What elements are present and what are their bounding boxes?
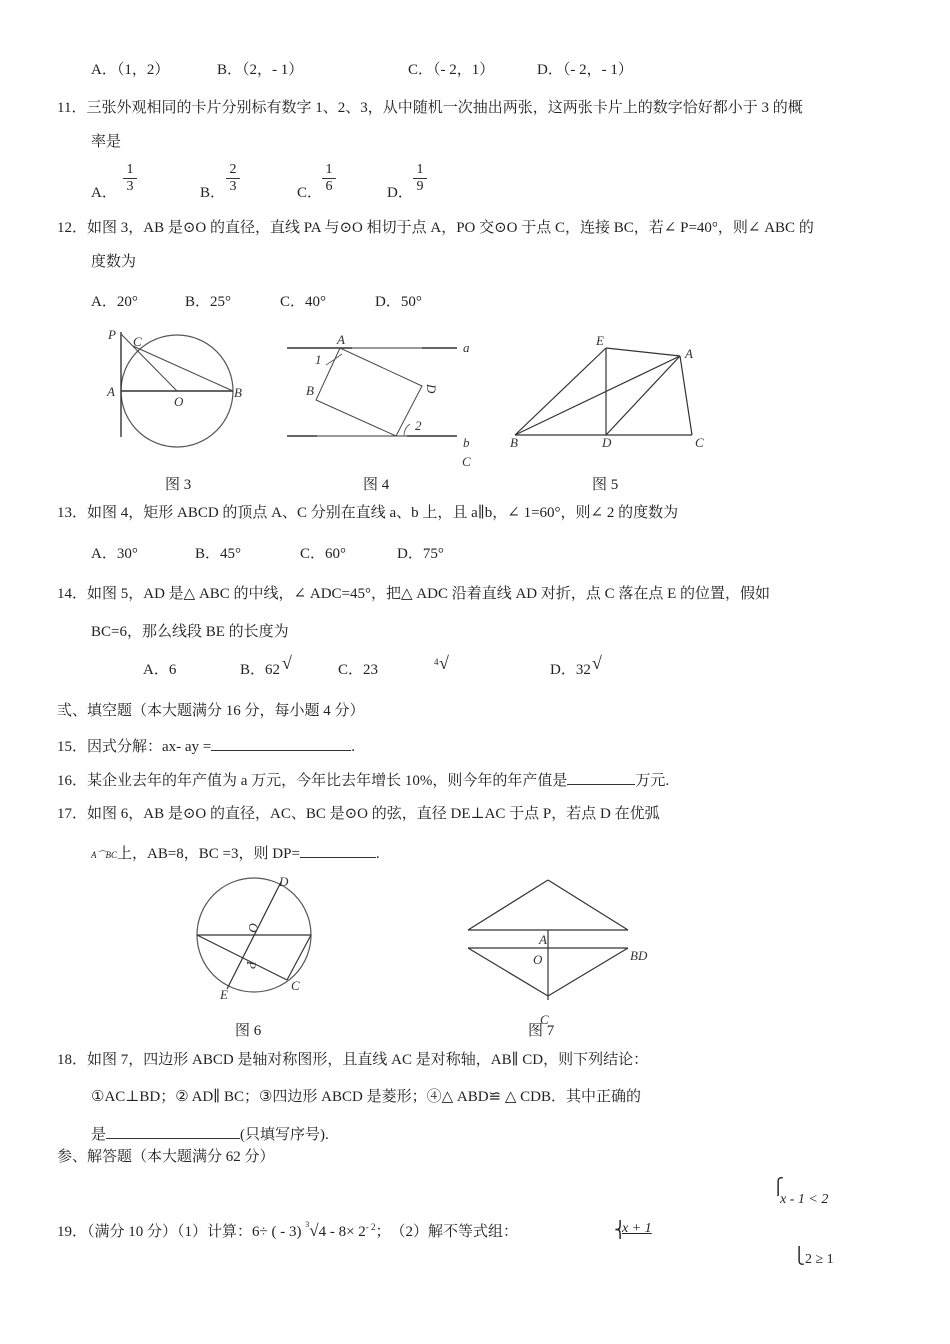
q19-exponent: - 2 [365,1222,376,1232]
point-o-label: O [533,952,543,967]
q15-end: . [351,739,356,755]
point-e-label: E [596,333,604,348]
point-bd-label: BD [630,948,648,963]
q12-option-b: B．25° [185,294,232,310]
point-c-label: C [462,454,471,469]
q10-option-d: D．（- 2，- 1） [537,62,633,78]
q11-option-c-label: C． [297,185,323,201]
figure-7-caption: 图 7 [528,1023,555,1039]
point-b-label: B [234,385,242,400]
point-c-label: C [133,334,142,349]
brace-middle-icon: ⎨ [614,1222,626,1239]
q11-option-a-label: A． [91,185,117,201]
q15-prompt: 15．因式分解：ax- ay = [57,739,212,755]
figure-3-caption: 图 3 [165,477,192,493]
q17-line2-wrap [91,843,380,863]
ineq-2-numerator: x + 1 [622,1221,652,1236]
q13-option-a: A．30° [91,546,138,562]
point-d-label: D [602,435,612,450]
q11-option-d-fraction [413,163,427,194]
point-c-label: C [291,978,300,993]
radicand: 4 [318,1224,327,1240]
q16-end: 万元. [635,773,670,789]
figure-4-caption: 图 4 [363,477,390,493]
figure-5 [505,330,720,460]
q17-line1: 17．如图 6，AB 是⊙O 的直径，AC、BC 是⊙O 的弦，直径 DE⊥AC 于点 P，若点 D 在优弧 [57,806,660,822]
denominator: 6 [325,179,333,194]
brace-bottom-icon: ⎩ [793,1248,805,1265]
q14-stray-digit: 4 [434,657,439,667]
q14-line2: BC=6，那么线段 BE 的长度为 [91,624,289,640]
point-b-label: B [510,435,518,450]
sqrt-sign-icon: √ [309,1221,319,1240]
point-a-label: A [539,932,547,947]
q18-answer-blank[interactable] [106,1124,240,1139]
denominator: 3 [229,179,237,194]
q13-option-c: C．60° [300,546,347,562]
q11-option-c-fraction [322,163,336,194]
q11-option-d-label: D． [387,185,413,201]
section-3-heading: 参、解答题（本大题满分 62 分） [57,1149,275,1165]
ineq-1: x - 1 < 2 [780,1192,829,1207]
section-2-heading: 弎、填空题（本大题满分 16 分，每小题 4 分） [57,703,365,719]
q18-line3-end: (只填写序号). [240,1127,329,1143]
point-p-label: P [244,961,259,969]
point-a-label: A [107,384,115,399]
q12-line1: 12．如图 3，AB 是⊙O 的直径，直线 PA 与⊙O 相切于点 A，PO 交⊙O 于点 C，连接 BC，若∠ P=40°，则∠ ABC 的 [57,220,814,236]
figure-7 [460,872,660,1032]
radical-index: 3 [305,1220,310,1229]
ineq-2-rest: 2 ≥ 1 [805,1252,834,1267]
denominator: 9 [416,179,424,194]
figure-3 [100,322,260,457]
point-b-label: B [306,383,314,398]
figure-6-caption: 图 6 [235,1023,262,1039]
q15-text [57,736,355,756]
angle-2-label: 2 [415,418,422,433]
q16-text [57,770,669,790]
q19-line [57,1221,518,1241]
q15-answer-blank[interactable] [211,736,351,751]
q19-radical [305,1220,327,1240]
q13-line1: 13．如图 4，矩形 ABCD 的顶点 A、C 分别在直线 a、b 上，且 a∥b，∠ 1=60°，则∠ 2 的度数为 [57,505,679,521]
denominator: 3 [126,179,134,194]
q13-option-d: D．75° [397,546,444,562]
q12-option-d: D．50° [375,294,422,310]
q16-prompt: 16．某企业去年的年产值为 a 万元，今年比去年增长 10%，则今年的年产值是 [57,773,568,789]
q18-line3 [91,1124,329,1144]
q17-prompt: 上，AB=8，BC =3，则 DP= [117,846,300,862]
numerator: 2 [226,163,240,179]
point-d-label: D [279,874,289,889]
sqrt-sign-icon: √ [439,653,449,673]
point-e-label: E [220,987,228,1002]
q11-line2: 率是 [91,134,122,150]
figure-6 [190,872,325,1007]
point-c-label: C [540,1012,549,1027]
point-c-label: C [695,435,704,450]
numerator: 1 [413,163,427,179]
q12-option-c: C．40° [280,294,327,310]
sqrt-sign-icon: √ [592,653,602,673]
q14-line1: 14．如图 5，AD 是△ ABC 的中线，∠ ADC=45°，把△ ADC 沿着直线 AD 对折，点 C 落在点 E 的位置，假如 [57,586,771,602]
point-d-label: D [424,384,439,394]
q17-arc: A⌒BC [91,850,117,860]
q19-part1: 19．（满分 10 分）（1）计算：6÷ ( - 3) [57,1224,306,1240]
q12-line2: 度数为 [91,254,137,270]
q18-line3-start: 是 [91,1127,107,1143]
figure-4 [282,330,482,475]
point-o-label: O [174,394,184,409]
q11-option-b-label: B． [200,185,226,201]
q11-option-a-fraction [123,163,137,194]
sqrt-sign-icon: √ [282,653,292,673]
q13-option-b: B．45° [195,546,242,562]
q18-line2: ①AC⊥BD；② AD∥ BC；③四边形 ABCD 是菱形；④△ ABD≌ △ CDB．其中正确的 [91,1089,641,1105]
q14-option-c: C．23 [338,662,379,678]
q11-option-b-fraction [226,163,240,194]
q19-part2: - 8× 2 [326,1224,366,1240]
q14-option-d: D．32 [550,662,591,678]
q12-option-a: A．20° [91,294,138,310]
q17-end: . [375,846,380,862]
q18-line1: 18．如图 7，四边形 ABCD 是轴对称图形，且直线 AC 是对称轴，AB∥ CD，则下列结论： [57,1052,649,1068]
numerator: 1 [322,163,336,179]
point-a-label: A [337,332,345,347]
numerator: 1 [123,163,137,179]
q14-option-a: A．6 [143,662,177,678]
q10-option-c: C．（- 2，1） [408,62,495,78]
line-a-label: a [463,340,470,355]
point-a-label: A [685,346,693,361]
q17-answer-blank[interactable] [300,843,376,858]
brace-top-icon: ⎧ [772,1179,784,1196]
q10-option-b: B．（2，- 1） [217,62,304,78]
angle-1-label: 1 [315,352,322,367]
point-o-label: O [246,923,261,933]
line-b-label: b [463,435,470,450]
q14-option-b: B．62 [240,662,281,678]
q16-answer-blank[interactable] [567,770,635,785]
q19-part3: ； （2）解不等式组： [375,1224,519,1240]
q10-option-a: A．（1，2） [91,62,170,78]
point-p-label: P [108,327,116,342]
q11-line1: 11．三张外观相同的卡片分别标有数字 1、2、3，从中随机一次抽出两张，这两张卡片上的数字恰好都小于 3 的概 [57,100,803,116]
figure-5-caption: 图 5 [592,477,619,493]
